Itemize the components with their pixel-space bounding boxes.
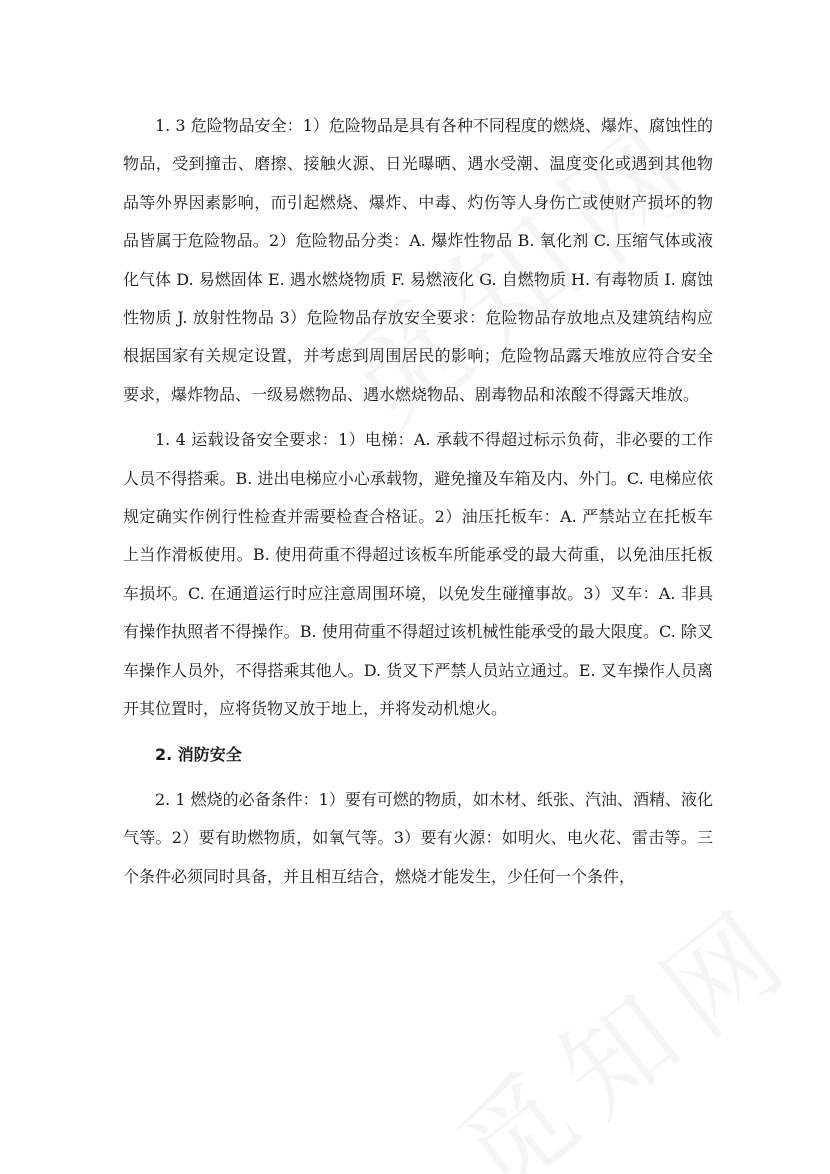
paragraph-hazardous-materials: 1. 3 危险物品安全：1）危险物品是具有各种不同程度的燃烧、爆炸、腐蚀性的物品，受到撞击、磨擦、接触火源、日光曝晒、遇水受潮、温度变化或遇到其他物品等外界因素影响，而引起燃烧、爆炸、中毒、灼伤等人身伤亡或使财产损坏的物品皆属于危险物品。2）危险物品分类：A. 爆炸性物品 B. 氧化剂 C. 压缩气体或液化气体 D. 易燃固体 E. 遇水燃烧物质 F. 易燃液化 G. 自燃物质 H. 有毒物质 I. 腐蚀性物质 J. 放射性物品 3）危险物品存放安全要求：危险物品存放地点及建筑结构应根据国家有关规定设置，并考虑到周围居民的影响；危险物品露天堆放应符合安全要求，爆炸物品、一级易燃物品、遇水燃烧物品、剧毒物品和浓酸不得露天堆放。 — [123, 116, 713, 404]
paragraph-transport-equipment: 1. 4 运载设备安全要求：1）电梯：A. 承载不得超过标示负荷，非必要的工作人员不得搭乘。B. 进出电梯应小心承载物，避免撞及车箱及内、外门。C. 电梯应依规定确实作例行性检查并需要检查合格证。2）油压托板车：A. 严禁站立在托板车上当作滑板使用。B. 使用荷重不得超过该板车所能承受的最大荷重，以免油压托板车损坏。C. 在通道运行时应注意周围环境，以免发生碰撞事故。3）叉车：A. 非具有操作执照者不得操作。B. 使用荷重不得超过该机械性能承受的最大限度。C. 除叉车操作人员外，不得搭乘其他人。D. 货叉下严禁人员站立通过。E. 叉车操作人员离开其位置时，应将货物叉放于地上，并将发动机熄火。 — [123, 430, 713, 719]
paragraph-combustion-conditions: 2. 1 燃烧的必备条件：1）要有可燃的物质，如木材、纸张、汽油、酒精、液化气等。2）要有助燃物质，如氧气等。3）要有火源：如明火、电火花、雷击等。三个条件必须同时具备，并且相互结合，燃烧才能发生，少任何一个条件， — [123, 789, 713, 886]
document-body — [123, 107, 713, 903]
section-heading-fire-safety: 2. 消防安全 — [155, 744, 242, 764]
watermark-secondary — [420, 860, 825, 1174]
